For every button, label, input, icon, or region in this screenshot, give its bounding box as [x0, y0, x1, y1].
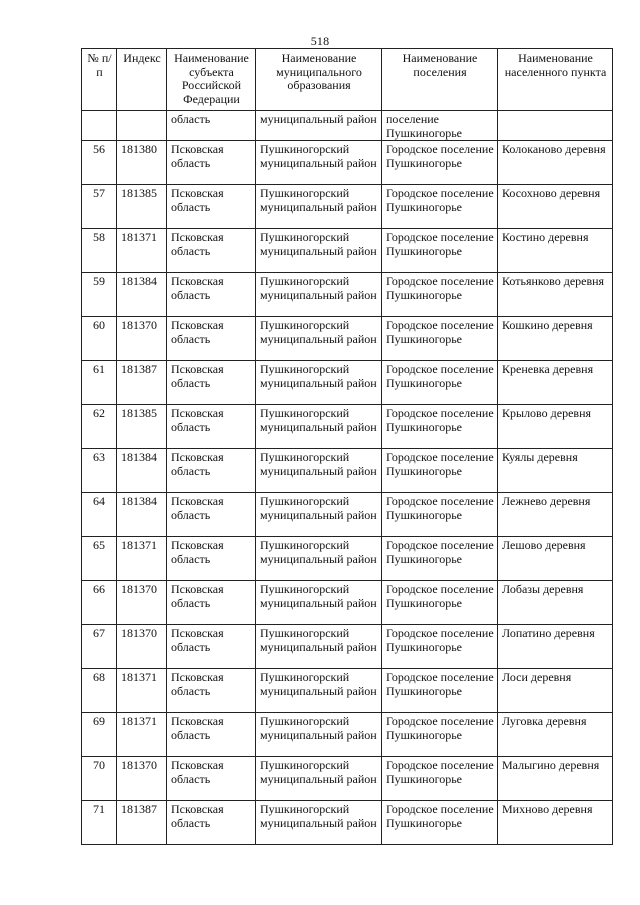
cell-index: 181371: [117, 537, 167, 581]
cell-index: 181370: [117, 757, 167, 801]
cell-index: 181371: [117, 229, 167, 273]
cell-number: 59: [82, 273, 117, 317]
cell-number: 61: [82, 361, 117, 405]
table-cell: область: [167, 111, 256, 141]
cell-settlement: Городское поселение Пушкиногорье: [382, 625, 498, 669]
page-number: 518: [310, 34, 330, 48]
table-row: [82, 537, 613, 581]
cell-locality: Куялы деревня: [498, 449, 613, 493]
cell-subject: Псковская область: [167, 317, 256, 361]
cell-subject: Псковская область: [167, 493, 256, 537]
table-row: [82, 625, 613, 669]
cell-municipality: Пушкиногорский муниципальный район: [256, 757, 382, 801]
table-header-row: [82, 49, 613, 111]
cell-locality: Кошкино деревня: [498, 317, 613, 361]
cell-number: 64: [82, 493, 117, 537]
cell-municipality: Пушкиногорский муниципальный район: [256, 141, 382, 185]
table-cell: [498, 111, 613, 141]
cell-index: 181370: [117, 581, 167, 625]
cell-settlement: Городское поселение Пушкиногорье: [382, 713, 498, 757]
cell-locality: Костино деревня: [498, 229, 613, 273]
cell-settlement: Городское поселение Пушкиногорье: [382, 185, 498, 229]
header-number: № п/п: [82, 49, 117, 111]
cell-number: 58: [82, 229, 117, 273]
cell-settlement: Городское поселение Пушкиногорье: [382, 449, 498, 493]
cell-number: 56: [82, 141, 117, 185]
table-cell: [117, 111, 167, 141]
cell-municipality: Пушкиногорский муниципальный район: [256, 713, 382, 757]
header-locality: Наименование населенного пункта: [498, 49, 613, 111]
cell-locality: Котьянково деревня: [498, 273, 613, 317]
cell-municipality: Пушкиногорский муниципальный район: [256, 317, 382, 361]
cell-municipality: Пушкиногорский муниципальный район: [256, 273, 382, 317]
cell-municipality: Пушкиногорский муниципальный район: [256, 229, 382, 273]
cell-index: 181384: [117, 273, 167, 317]
cell-settlement: Городское поселение Пушкиногорье: [382, 229, 498, 273]
cell-number: 57: [82, 185, 117, 229]
cell-number: 63: [82, 449, 117, 493]
cell-subject: Псковская область: [167, 361, 256, 405]
cell-subject: Псковская область: [167, 229, 256, 273]
cell-subject: Псковская область: [167, 185, 256, 229]
cell-index: 181371: [117, 713, 167, 757]
cell-municipality: Пушкиногорский муниципальный район: [256, 493, 382, 537]
table-row: [82, 713, 613, 757]
cell-subject: Псковская область: [167, 537, 256, 581]
cell-number: 71: [82, 801, 117, 845]
cell-index: 181385: [117, 185, 167, 229]
cell-locality: Лобазы деревня: [498, 581, 613, 625]
cell-index: 181370: [117, 625, 167, 669]
cell-subject: Псковская область: [167, 581, 256, 625]
cell-municipality: Пушкиногорский муниципальный район: [256, 537, 382, 581]
cell-municipality: Пушкиногорский муниципальный район: [256, 449, 382, 493]
table-row: [82, 669, 613, 713]
table-row: [82, 317, 613, 361]
cell-index: 181384: [117, 493, 167, 537]
cell-subject: Псковская область: [167, 405, 256, 449]
cell-locality: Лежнево деревня: [498, 493, 613, 537]
cell-index: 181384: [117, 449, 167, 493]
cell-subject: Псковская область: [167, 801, 256, 845]
table-row: [82, 141, 613, 185]
table-row: [82, 757, 613, 801]
cell-locality: Колоканово деревня: [498, 141, 613, 185]
cell-locality: Малыгино деревня: [498, 757, 613, 801]
table-row: [82, 493, 613, 537]
cell-subject: Псковская область: [167, 449, 256, 493]
header-subject: Наименование субъекта Российской Федерации: [167, 49, 256, 111]
cell-settlement: Городское поселение Пушкиногорье: [382, 141, 498, 185]
table-row: [82, 361, 613, 405]
cell-settlement: Городское поселение Пушкиногорье: [382, 537, 498, 581]
cell-municipality: Пушкиногорский муниципальный район: [256, 625, 382, 669]
cell-number: 60: [82, 317, 117, 361]
cell-locality: Луговка деревня: [498, 713, 613, 757]
cell-subject: Псковская область: [167, 669, 256, 713]
cell-settlement: Городское поселение Пушкиногорье: [382, 669, 498, 713]
cell-subject: Псковская область: [167, 713, 256, 757]
header-settlement: Наименование поселения: [382, 49, 498, 111]
cell-settlement: Городское поселение Пушкиногорье: [382, 361, 498, 405]
cell-index: 181371: [117, 669, 167, 713]
cell-municipality: Пушкиногорский муниципальный район: [256, 669, 382, 713]
cell-index: 181387: [117, 361, 167, 405]
cell-number: 70: [82, 757, 117, 801]
table-row: [82, 273, 613, 317]
cell-number: 68: [82, 669, 117, 713]
header-index: Индекс: [117, 49, 167, 111]
settlements-table: [81, 48, 613, 845]
table-row: [82, 801, 613, 845]
cell-locality: Михново деревня: [498, 801, 613, 845]
cell-subject: Псковская область: [167, 757, 256, 801]
cell-municipality: Пушкиногорский муниципальный район: [256, 405, 382, 449]
table-cell: поселение Пушкиногорье: [382, 111, 498, 141]
cell-number: 69: [82, 713, 117, 757]
cell-index: 181380: [117, 141, 167, 185]
continuation-row: [82, 111, 613, 141]
cell-number: 66: [82, 581, 117, 625]
table-cell: [82, 111, 117, 141]
cell-settlement: Городское поселение Пушкиногорье: [382, 405, 498, 449]
cell-number: 67: [82, 625, 117, 669]
table-row: [82, 405, 613, 449]
cell-index: 181385: [117, 405, 167, 449]
cell-municipality: Пушкиногорский муниципальный район: [256, 361, 382, 405]
cell-settlement: Городское поселение Пушкиногорье: [382, 493, 498, 537]
header-municipality: Наименование муниципального образования: [256, 49, 382, 111]
cell-subject: Псковская область: [167, 141, 256, 185]
cell-locality: Лоси деревня: [498, 669, 613, 713]
cell-settlement: Городское поселение Пушкиногорье: [382, 757, 498, 801]
cell-locality: Лешово деревня: [498, 537, 613, 581]
cell-index: 181387: [117, 801, 167, 845]
cell-number: 62: [82, 405, 117, 449]
cell-locality: Лопатино деревня: [498, 625, 613, 669]
cell-subject: Псковская область: [167, 273, 256, 317]
cell-settlement: Городское поселение Пушкиногорье: [382, 581, 498, 625]
cell-settlement: Городское поселение Пушкиногорье: [382, 801, 498, 845]
cell-municipality: Пушкиногорский муниципальный район: [256, 581, 382, 625]
cell-municipality: Пушкиногорский муниципальный район: [256, 185, 382, 229]
cell-locality: Креневка деревня: [498, 361, 613, 405]
table-row: [82, 581, 613, 625]
cell-locality: Крылово деревня: [498, 405, 613, 449]
cell-municipality: Пушкиногорский муниципальный район: [256, 801, 382, 845]
cell-locality: Косохново деревня: [498, 185, 613, 229]
cell-settlement: Городское поселение Пушкиногорье: [382, 317, 498, 361]
table-cell: муниципальный район: [256, 111, 382, 141]
table-row: [82, 449, 613, 493]
cell-subject: Псковская область: [167, 625, 256, 669]
cell-number: 65: [82, 537, 117, 581]
cell-settlement: Городское поселение Пушкиногорье: [382, 273, 498, 317]
cell-index: 181370: [117, 317, 167, 361]
table-row: [82, 229, 613, 273]
table-row: [82, 185, 613, 229]
